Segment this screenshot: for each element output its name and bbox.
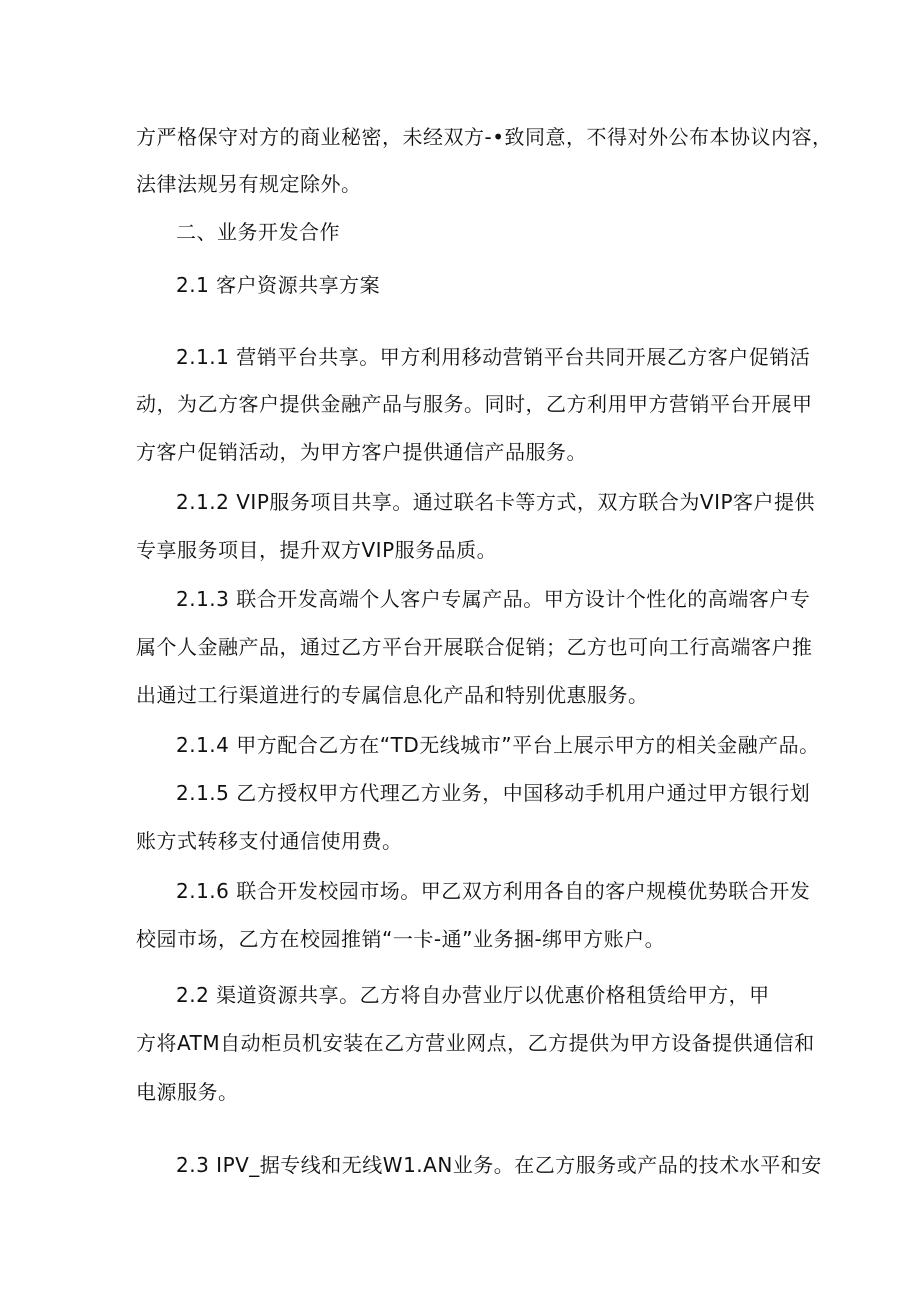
text-line: 2.1.2 VIP服务项目共享。通过联名卡等方式，双方联合为VIP客户提供 [176,490,816,514]
text-line: 2.1.1 营销平台共享。甲方利用移动营销平台共同开展乙方客户促销活 [176,345,811,369]
text-line: 校园市场，乙方在校园推销“一卡-通”业务捆-绑甲方账户。 [136,927,666,951]
text-line: 账方式转移支付通信使用费。 [136,829,403,853]
text-line: 2.3 IPV_据专线和无线W1.AN业务。在乙方服务或产品的技术水平和安 [176,1153,822,1177]
text-line: 2.2 渠道资源共享。乙方将自办营业厅以优惠价格租赁给甲方，甲 [176,983,770,1007]
text-line: 方将ATM自动柜员机安装在乙方营业网点，乙方提供为甲方设备提供通信和 [136,1031,815,1055]
text-line: 2.1.3 联合开发高端个人客户专属产品。甲方设计个性化的高端客户专 [176,587,811,611]
text-line: 法律法规另有规定除外。 [136,172,362,196]
section-heading: 二、业务开发合作 [176,220,340,244]
subsection-heading: 2.1 客户资源共享方案 [176,273,381,297]
text-line: 方客户促销活动，为甲方客户提供通信产品服务。 [136,440,587,464]
text-line: 属个人金融产品，通过乙方平台开展联合促销；乙方也可向工行高端客户推 [136,635,813,659]
text-line: 方严格保守对方的商业秘密，未经双方-•致同意，不得对外公布本协议内容， [136,125,833,149]
text-line: 2.1.5 乙方授权甲方代理乙方业务，中国移动手机用户通过甲方银行划 [176,781,811,805]
text-line: 专享服务项目，提升双方VIP服务品质。 [136,538,498,562]
text-line: 2.1.6 联合开发校园市场。甲乙双方利用各自的客户规模优势联合开发 [176,879,811,903]
text-line: 出通过工行渠道进行的专属信息化产品和特别优惠服务。 [136,683,649,707]
text-line: 2.1.4 甲方配合乙方在“TD无线城市”平台上展示甲方的相关金融产品。 [176,733,820,757]
text-line: 动，为乙方客户提供金融产品与服务。同时，乙方利用甲方营销平台开展甲 [136,392,813,416]
text-line: 电源服务。 [136,1080,239,1104]
